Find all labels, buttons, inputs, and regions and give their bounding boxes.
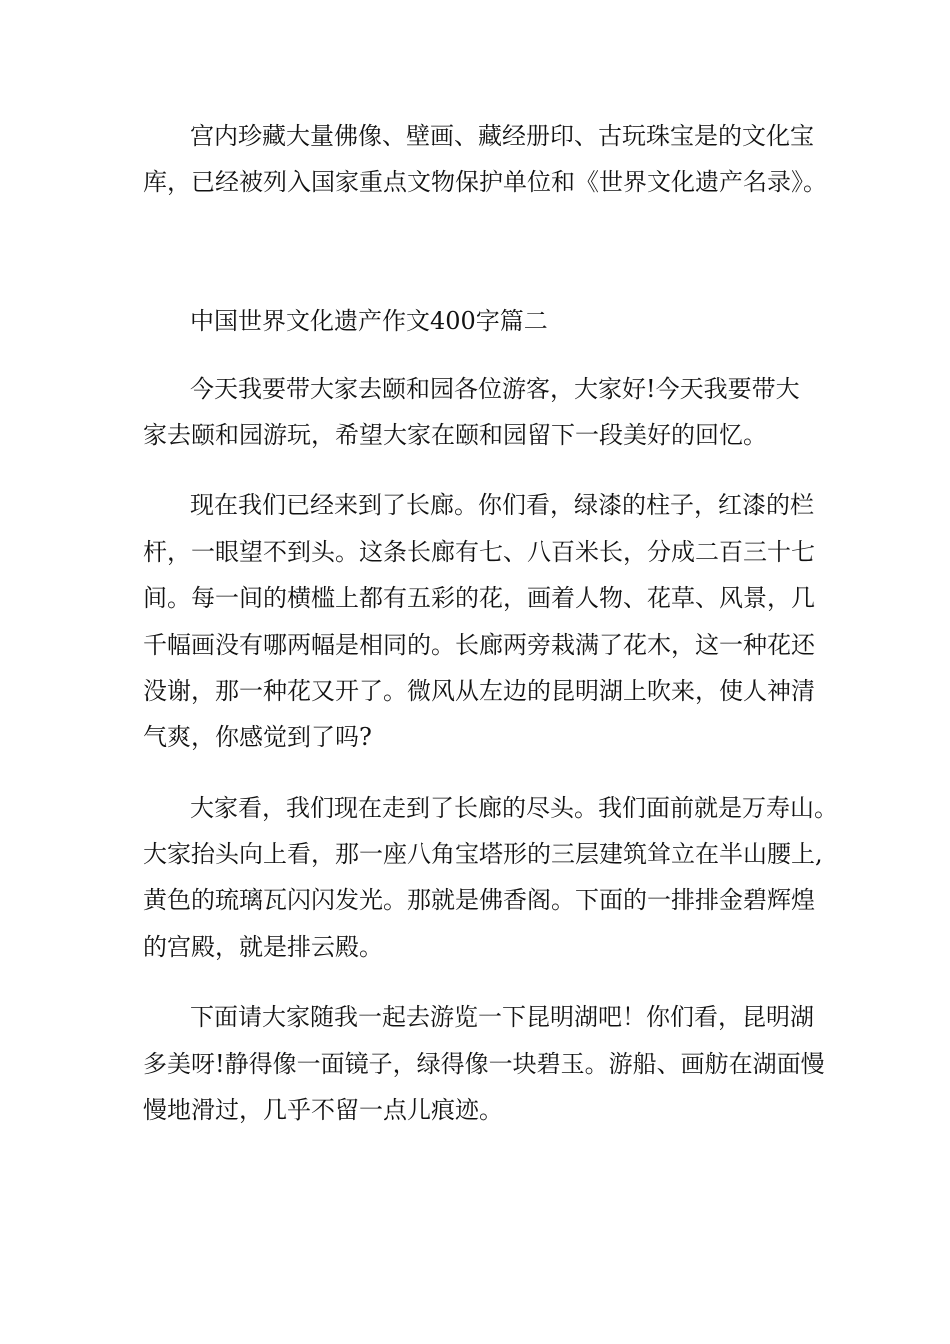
text-line: 气爽，你感觉到了吗? <box>143 723 372 751</box>
text-line: 现在我们已经来到了长廊。你们看，绿漆的柱子，红漆的栏 <box>190 491 814 519</box>
text-line: 家去颐和园游玩，希望大家在颐和园留下一段美好的回忆。 <box>143 421 767 449</box>
text-line: 千幅画没有哪两幅是相同的。长廊两旁栽满了花木，这一种花还 <box>143 631 815 659</box>
text-line: 没谢，那一种花又开了。微风从左边的昆明湖上吹来，使人神清 <box>143 677 815 705</box>
text-line: 慢地滑过，几乎不留一点儿痕迹。 <box>143 1096 503 1124</box>
text-line: 今天我要带大家去颐和园各位游客，大家好!今天我要带大 <box>190 375 800 403</box>
text-line: 大家抬头向上看，那一座八角宝塔形的三层建筑耸立在半山腰上, <box>143 840 823 868</box>
text-line: 库，已经被列入国家重点文物保护单位和《世界文化遗产名录》。 <box>143 168 827 196</box>
text-line: 宫内珍藏大量佛像、壁画、藏经册印、古玩珠宝是的文化宝 <box>190 122 814 150</box>
text-line: 的宫殿，就是排云殿。 <box>143 933 383 961</box>
text-line: 多美呀!静得像一面镜子，绿得像一块碧玉。游船、画舫在湖面慢 <box>143 1050 825 1078</box>
text-line: 下面请大家随我一起去游览一下昆明湖吧！你们看，昆明湖 <box>190 1003 814 1031</box>
text-line: 间。每一间的横槛上都有五彩的花，画着人物、花草、风景，几 <box>143 584 815 612</box>
text-line: 杆，一眼望不到头。这条长廊有七、八百米长，分成二百三十七 <box>143 538 815 566</box>
text-line: 黄色的琉璃瓦闪闪发光。那就是佛香阁。下面的一排排金碧辉煌 <box>143 886 815 914</box>
section-heading: 中国世界文化遗产作文400字篇二 <box>190 307 548 335</box>
text-line: 大家看，我们现在走到了长廊的尽头。我们面前就是万寿山。 <box>190 794 838 822</box>
